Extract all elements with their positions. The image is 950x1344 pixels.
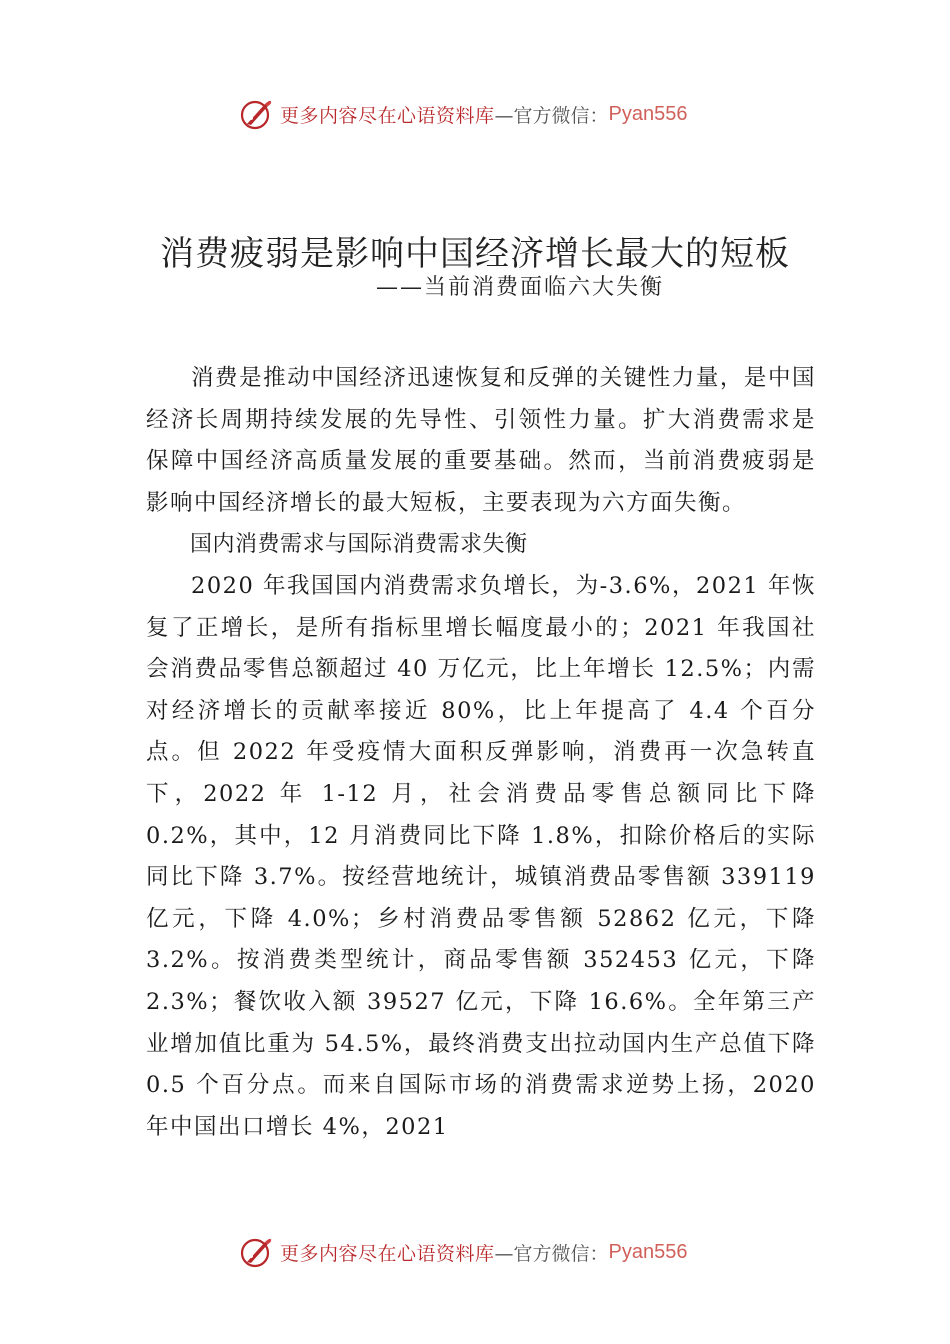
section-heading: 国内消费需求与国际消费需求失衡 [190, 532, 528, 558]
watermark-handle: Pyan556 [608, 102, 688, 125]
watermark-text: 更多内容尽在心语资料库 [280, 1242, 495, 1265]
watermark-header [238, 96, 688, 132]
quill-pen-logo-icon [238, 96, 274, 132]
section-paragraph: 2020 年我国国内消费需求负增长，为-3.6%，2021 年恢复了正增长，是所有指标里增长幅度最小的；2021 年我国社会消费品零售总额超过 40 万亿元，比上年增长 12.5%；内需对经济增长的贡献率接近 80%，比上年提高了 4.4 个百分点。但 2022 年受疫情大面积反弹影响，消费再一次急转直下，2022 年 1-12 月，社会消费品零售总额同比下降 0.2%，其中，12 月消费同比下降 1.8%，扣除价格后的实际同比下降 3.7%。按经营地统计，城镇消费品零售额 339119 亿元，下降 4.0%；乡村消费品零售额 52862 亿元，下降 3.2%。按消费类型统计，商品零售额 352453 亿元，下降 2.3%；餐饮收入额 39527 亿元，下降 16.6%。全年第三产业增加值比重为 54.5%，最终消费支出拉动国内生产总值下降 0.5 个百分点。而来自国际市场的消费需求逆势上扬，2020 年中国出口增长 4%，2021 [146, 572, 816, 1140]
watermark-separator: —官方微信： [494, 1242, 609, 1265]
watermark-handle: Pyan556 [608, 1240, 688, 1263]
intro-paragraph: 消费是推动中国经济迅速恢复和反弹的关键性力量，是中国经济长周期持续发展的先导性、引领性力量。扩大消费需求是保障中国经济高质量发展的重要基础。然而，当前消费疲弱是影响中国经济增长的最大短板，主要表现为六方面失衡。 [146, 365, 816, 516]
watermark-separator: —官方微信： [494, 104, 609, 127]
document-subtitle: ——当前消费面临六大失衡 [376, 275, 665, 300]
watermark-text: 更多内容尽在心语资料库 [280, 104, 495, 127]
document-body [146, 358, 816, 1148]
quill-pen-logo-icon [238, 1234, 274, 1270]
watermark-footer [238, 1234, 688, 1270]
document-title: 消费疲弱是影响中国经济增长最大的短板 [160, 233, 790, 274]
